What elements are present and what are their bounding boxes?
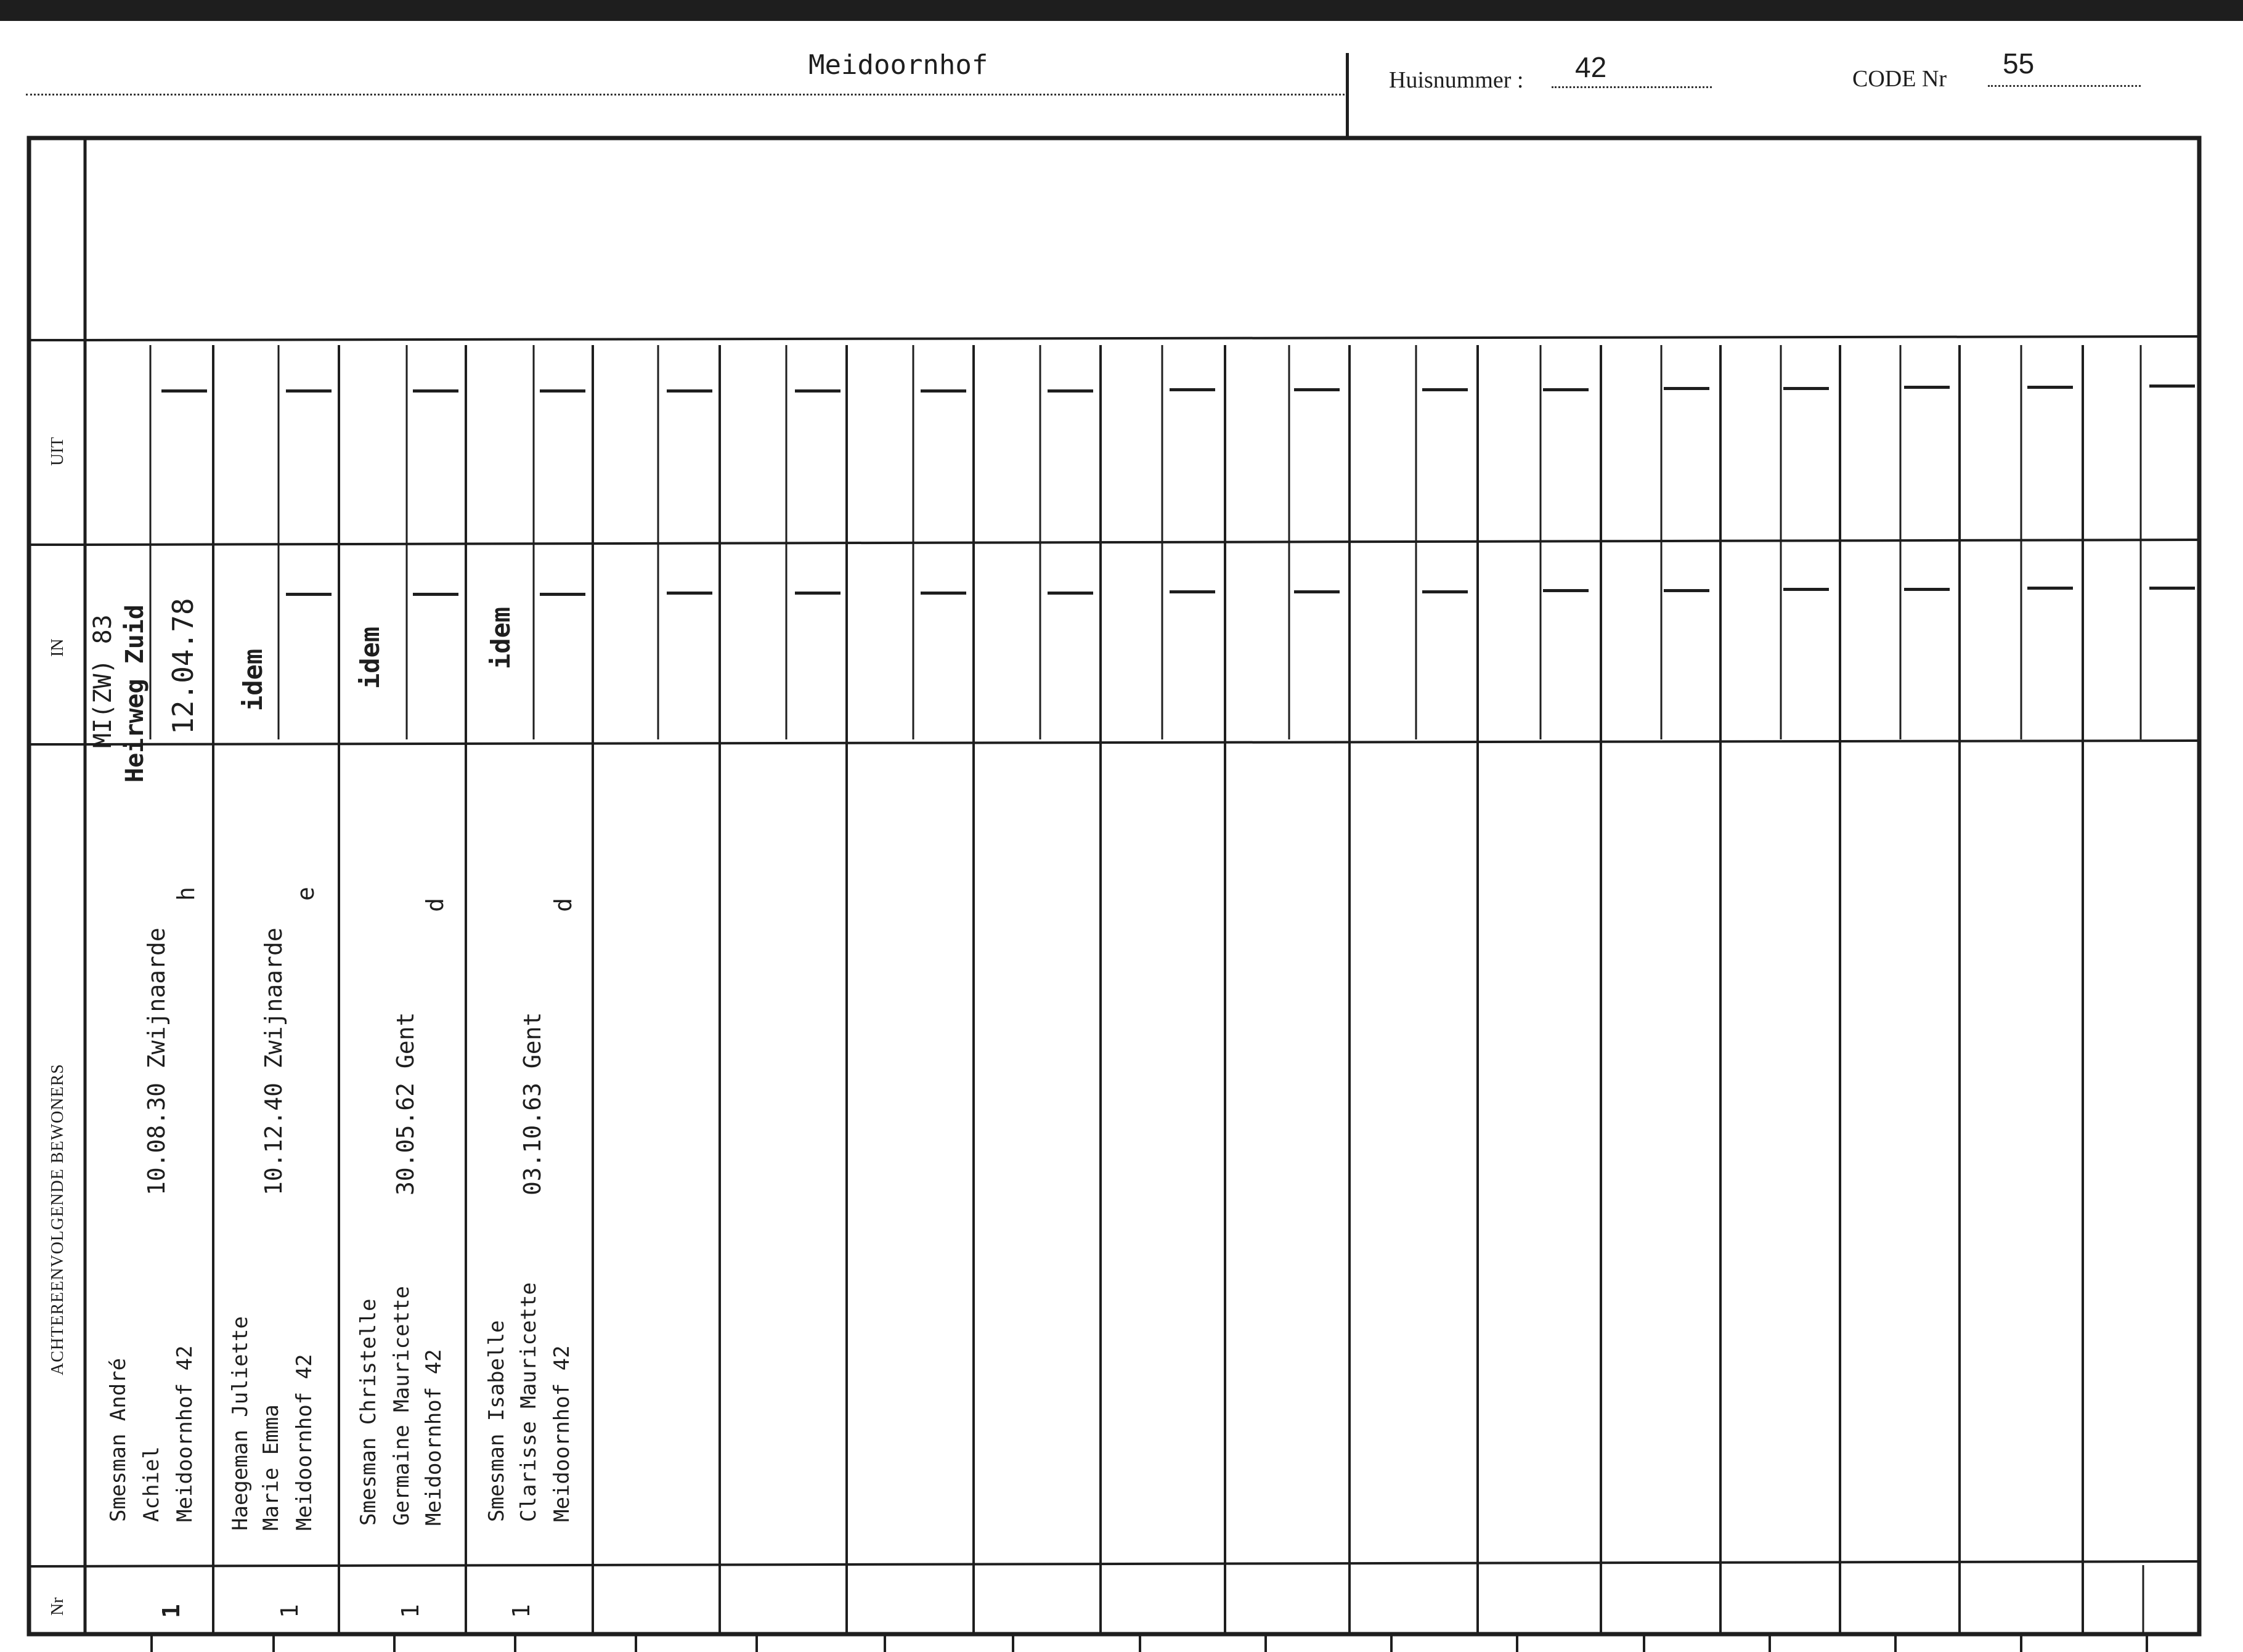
resident-2-line2: Marie Emma [259,1404,283,1531]
uit-dash [1294,388,1340,391]
resident-4-nr: 1 [508,1604,535,1618]
resident-2-birth: 10.12.40 Zwijnaarde [260,927,287,1195]
resident-1-line2: Achiel [139,1446,164,1522]
huisnummer-value: 42 [1575,51,1607,83]
code-value: 55 [2003,47,2035,79]
resident-3-line2: Germaine Mauricette [389,1286,414,1526]
in-dash [2027,587,2073,590]
resident-3-birth: 30.05.62 Gent [392,1012,419,1195]
resident-1-line1: Smesman André [106,1357,131,1522]
uit-dash [161,389,207,393]
resident-4-line1: Smesman Isabelle [484,1320,509,1522]
resident-3-line1: Smesman Christelle [356,1298,381,1526]
in-dash [1543,589,1589,592]
row-label-bewoners: ACHTEREENVOLGENDE BEWONERS [48,1064,67,1375]
uit-dash [286,389,332,393]
uit-dash [1664,387,1709,390]
code-label: CODE Nr [1852,66,1947,92]
uit-dash [1904,386,1950,389]
resident-1-in-date: 12.04.78 [166,598,200,734]
resident-4-line3: Meidoornhof 42 [550,1345,574,1522]
uit-dash [667,389,712,393]
resident-1-birth: 10.08.30 Zwijnaarde [143,927,170,1195]
resident-3-nr: 1 [397,1604,424,1618]
uit-dash [540,389,585,393]
resident-1-relation: h [173,887,200,901]
huisnummer-label: Huisnummer : [1389,67,1524,93]
in-dash [1294,590,1340,593]
in-dash [1048,592,1093,595]
uit-dash [1048,389,1093,393]
row-label-in: IN [48,638,67,657]
in-dash [413,593,458,596]
resident-1-line3: Meidoornhof 42 [173,1345,197,1522]
resident-3-in: idem [355,626,385,689]
resident-1-in-from-line1: MI(ZW) 83 [89,614,117,748]
resident-1-in-from-line2: Heirweg Zuid [121,604,149,783]
in-dash [921,592,966,595]
resident-2-nr: 1 [276,1604,303,1618]
in-dash [1904,588,1950,591]
resident-4-line2: Clarisse Mauricette [516,1282,541,1522]
resident-2-line1: Haegeman Juliette [228,1316,253,1531]
uit-dash [1170,388,1215,391]
resident-4-relation: d [550,898,577,912]
row-label-nr: Nr [48,1597,67,1616]
in-dash [540,593,585,596]
in-dash [667,592,712,595]
resident-3-line3: Meidoornhof 42 [421,1349,446,1526]
in-dash [1170,590,1215,593]
in-dash [286,593,332,596]
uit-dash [413,389,458,393]
resident-4-in: idem [486,606,516,669]
resident-2-in: idem [238,648,268,711]
uit-dash [795,389,841,393]
uit-dash [2149,385,2195,388]
resident-4-birth: 03.10.63 Gent [519,1012,546,1195]
uit-dash [1543,388,1589,391]
resident-2-line3: Meidoornhof 42 [292,1354,317,1531]
in-dash [2149,587,2195,590]
in-dash [795,592,841,595]
resident-2-relation: e [292,887,319,901]
uit-dash [921,389,966,393]
in-dash [1422,590,1468,593]
resident-1-nr: 1 [158,1604,185,1618]
in-dash [1664,589,1709,592]
uit-dash [2027,386,2073,389]
uit-dash [1783,387,1829,390]
row-label-uit: UIT [48,437,67,466]
street-name: Meidoornhof [808,49,988,81]
resident-3-relation: d [421,898,449,912]
in-dash [1783,588,1829,591]
uit-dash [1422,388,1468,391]
